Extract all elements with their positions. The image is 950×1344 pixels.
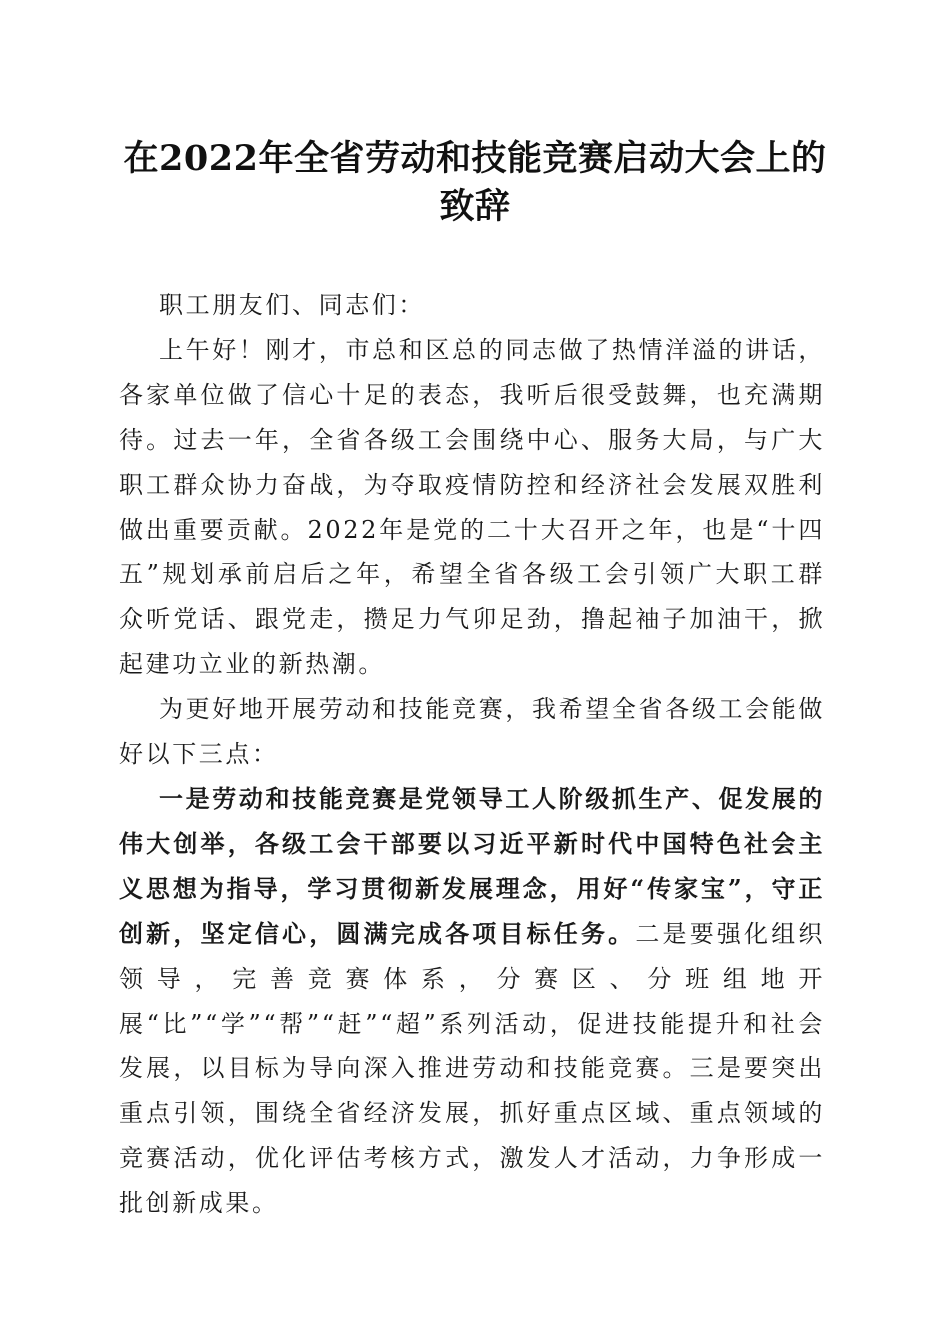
salutation: 职工朋友们、同志们： bbox=[159, 291, 425, 319]
points-two-three: 二是要强化组织领导，完善竞赛体系，分赛区、分班组地开展“比”“学”“帮”“赶”“超”系列活动，促进技能提升和社会发展，以目标为导向深入推进劳动和技能竞赛。三是要突出重点引领，围绕全省经济发展，抓好重点区域、重点领域的竞赛活动，优化评估考核方式，激发人才活动，力争形成一批创新成果。 bbox=[119, 919, 825, 1218]
paragraph-opening: 上午好！刚才，市总和区总的同志做了热情洋溢的讲话，各家单位做了信心十足的表态，我听后很受鼓舞，也充满期待。过去一年，全省各级工会围绕中心、服务大局，与广大职工群众协力奋战，为夺取疫情防控和经济社会发展双胜利做出重要贡献。2022年是党的二十大召开之年，也是“十四五”规划承前启后之年，希望全省各级工会引领广大职工群众听党话、跟党走，攒足力气卯足劲，撸起袖子加油干，掀起建功立业的新热潮。 bbox=[119, 335, 825, 679]
document-body bbox=[119, 283, 825, 1226]
paragraph-points bbox=[119, 777, 825, 1226]
point-one: 一是劳动和技能竞赛是党领导工人阶级抓生产、促发展的伟大创举，各级工会干部要以习近平新时代中国特色社会主义思想为指导，学习贯彻新发展理念，用好“传家宝”，守正创新，坚定信心，圆满完成各项目标任务。 bbox=[119, 783, 825, 948]
document-title: 在2022年全省劳动和技能竞赛启动大会上的致辞 bbox=[123, 138, 827, 227]
paragraph-intro-points: 为更好地开展劳动和技能竞赛，我希望全省各级工会能做好以下三点： bbox=[119, 695, 825, 769]
